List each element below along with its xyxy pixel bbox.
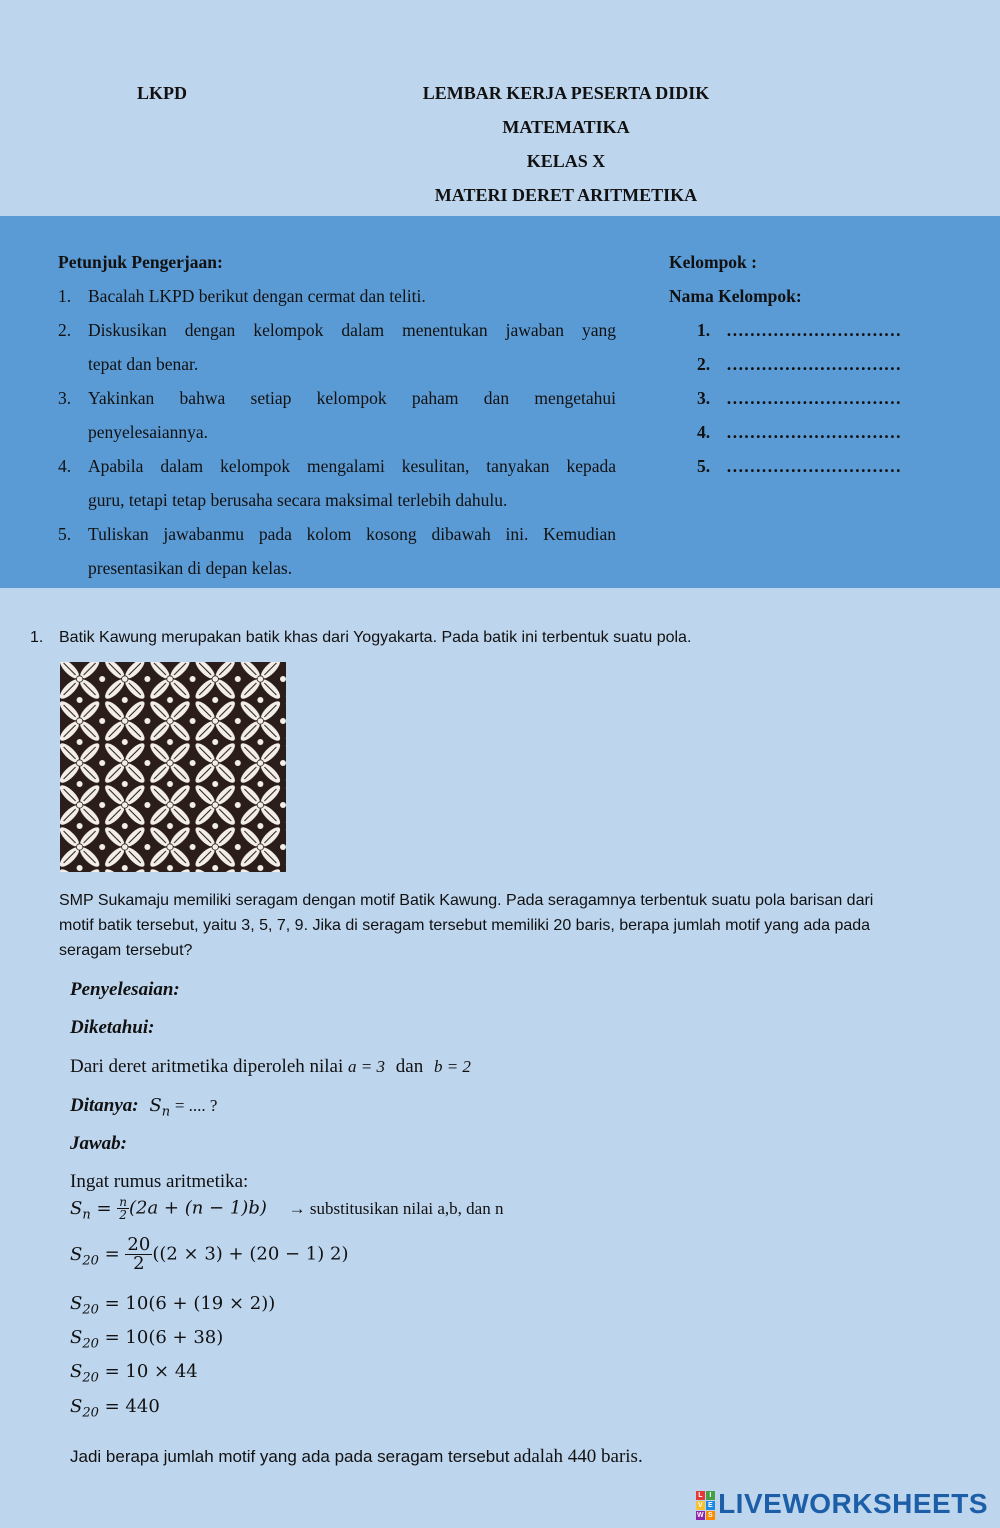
- step-5: [70, 1396, 160, 1421]
- step5-text: = 440: [104, 1396, 160, 1417]
- title-materi: MATERI DERET ARITMETIKA: [434, 185, 698, 205]
- question-body: [59, 888, 873, 963]
- b-value: b = 2: [433, 1057, 471, 1076]
- dan-text: dan: [395, 1056, 424, 1077]
- instruction-num: 3.: [58, 388, 72, 408]
- instruction-text-cont: guru, tetapi tetap berusaha secara maksimal terlebih dahulu.: [88, 490, 508, 510]
- step1-den: 2: [133, 1253, 145, 1274]
- s20-symbol: $S_{20}$: [70, 1327, 99, 1352]
- instruction-text: Bacalah LKPD berikut dengan cermat dan teliti.: [88, 286, 426, 306]
- step-3: [70, 1327, 223, 1352]
- member-field-5[interactable]: [697, 456, 901, 490]
- member-dots: …………………………: [726, 354, 902, 374]
- formula-line: [70, 1196, 503, 1222]
- formula-rhs: (2a + (n − 1)b): [128, 1197, 267, 1219]
- member-num: 4.: [697, 422, 711, 442]
- batik-pattern: [60, 662, 286, 872]
- instruction-num: 5.: [58, 524, 72, 544]
- instruction-text-cont: tepat dan benar.: [88, 354, 199, 374]
- known-line: [70, 1056, 471, 1078]
- instruction-item-2: [58, 320, 616, 388]
- member-num: 5.: [697, 456, 711, 476]
- member-num: 3.: [697, 388, 711, 408]
- ditanya-label: Ditanya:: [70, 1095, 139, 1116]
- member-field-4[interactable]: [697, 422, 901, 456]
- sn-symbol: $S_n$: [149, 1095, 171, 1120]
- liveworksheets-logo[interactable]: [696, 1488, 988, 1520]
- ditanya-line: [70, 1095, 217, 1120]
- member-dots: …………………………: [726, 422, 902, 442]
- step3-text: = 10(6 + 38): [104, 1327, 224, 1348]
- batik-kawung-image: [60, 662, 286, 872]
- liveworksheets-logo-text: LIVEWORKSHEETS: [718, 1488, 988, 1519]
- kelompok-label: Kelompok :: [669, 252, 757, 272]
- instruction-text: Tuliskan jawabanmu pada kolom kosong dibawah ini. Kemudian: [88, 524, 616, 544]
- instruction-text: Yakinkan bahwa setiap kelompok paham dan mengetahui: [88, 388, 616, 408]
- logo-mark-letter: L: [696, 1491, 705, 1500]
- nama-kelompok-label: Nama Kelompok:: [669, 286, 802, 306]
- instruction-text: Diskusikan dengan kelompok dalam menentukan jawaban yang: [88, 320, 616, 340]
- title-matematika: MATEMATIKA: [502, 117, 630, 137]
- member-num: 2.: [697, 354, 711, 374]
- step-1: $S_{20}$ = $\frac{20}{2}$ ((2 × 3) + (20 − 1) 2): [70, 1234, 349, 1274]
- member-num: 1.: [697, 320, 711, 340]
- diketahui-label: Diketahui:: [70, 1017, 155, 1038]
- member-field-2[interactable]: [697, 354, 901, 388]
- formula-fraction: $\frac{n}{2}$: [119, 1195, 127, 1222]
- instruction-num: 2.: [58, 320, 72, 340]
- instruction-item-3: [58, 388, 616, 456]
- substitusi-note: → substitusikan nilai a,b, dan n: [288, 1198, 504, 1218]
- s20-symbol: $S_{20}$: [70, 1243, 99, 1269]
- instruction-text-cont: presentasikan di depan kelas.: [88, 558, 293, 578]
- question-body-line: motif batik tersebut, yaitu 3, 5, 7, 9. Jika di seragam tersebut memiliki 20 baris, berapa jumlah motif yang ada pada: [59, 917, 871, 934]
- logo-mark-letter: E: [707, 1502, 714, 1510]
- logo-mark-letter: S: [707, 1512, 714, 1520]
- instruction-list: [58, 286, 616, 592]
- logo-mark-letter: I: [706, 1491, 715, 1500]
- a-value: a = 3: [348, 1057, 386, 1076]
- instruction-text-cont: penyelesaiannya.: [88, 422, 209, 442]
- ditanya-expr: = .... ?: [174, 1096, 218, 1115]
- question-body-line: seragam tersebut?: [59, 942, 193, 959]
- instruction-item-4: [58, 456, 616, 524]
- conclusion: [70, 1446, 643, 1468]
- question-intro: Batik Kawung merupakan batik khas dari Yogyakarta. Pada batik ini terbentuk suatu pola.: [59, 629, 692, 646]
- step1-num: 20: [127, 1234, 151, 1255]
- step-4: [70, 1361, 198, 1386]
- title-kelas: KELAS X: [526, 151, 606, 171]
- penyelesaian-label: Penyelesaian:: [70, 979, 180, 1000]
- step4-text: = 10 × 44: [104, 1361, 198, 1382]
- title-lembar: LEMBAR KERJA PESERTA DIDIK: [422, 83, 710, 103]
- jawab-label: Jawab:: [70, 1133, 127, 1154]
- instruction-text: Apabila dalam kelompok mengalami kesulitan, tanyakan kepada: [88, 456, 616, 476]
- lkpd-label: LKPD: [137, 83, 188, 103]
- member-field-3[interactable]: [697, 388, 901, 422]
- liveworksheets-logo-icon: [696, 1491, 715, 1520]
- s20-symbol: $S_{20}$: [70, 1293, 99, 1318]
- step1-fraction: [125, 1236, 152, 1273]
- member-field-1[interactable]: [697, 320, 901, 354]
- conclusion-part1: Jadi berapa jumlah motif yang ada pada seragam tersebut: [70, 1447, 510, 1466]
- step1-rest: ((2 × 3) + (20 − 1) 2): [152, 1243, 349, 1265]
- member-list: [697, 320, 901, 490]
- ingat-label: Ingat rumus aritmetika:: [70, 1171, 249, 1192]
- instruction-item-1: [58, 286, 616, 320]
- logo-mark-letter: V: [697, 1502, 704, 1510]
- member-dots: …………………………: [726, 320, 902, 340]
- known-text: Dari deret aritmetika diperoleh nilai: [70, 1056, 344, 1077]
- instruction-item-5: [58, 524, 616, 592]
- question-body-line: SMP Sukamaju memiliki seragam dengan motif Batik Kawung. Pada seragamnya terbentuk suatu pola barisan dari: [59, 892, 874, 909]
- logo-mark-letter: W: [697, 1512, 705, 1520]
- instruction-num: 1.: [58, 286, 72, 306]
- s20-symbol: $S_{20}$: [70, 1361, 99, 1386]
- instructions-title: Petunjuk Pengerjaan:: [58, 252, 223, 272]
- instruction-num: 4.: [58, 456, 72, 476]
- question-number: 1.: [30, 629, 44, 646]
- conclusion-part2: adalah 440 baris.: [513, 1446, 643, 1467]
- formula-lhs: $S_n$ =: [70, 1197, 118, 1223]
- step-2: [70, 1293, 275, 1318]
- step2-text: = 10(6 + (19 × 2)): [104, 1293, 276, 1314]
- s20-symbol: $S_{20}$: [70, 1396, 99, 1421]
- member-dots: …………………………: [726, 456, 902, 476]
- member-dots: …………………………: [726, 388, 902, 408]
